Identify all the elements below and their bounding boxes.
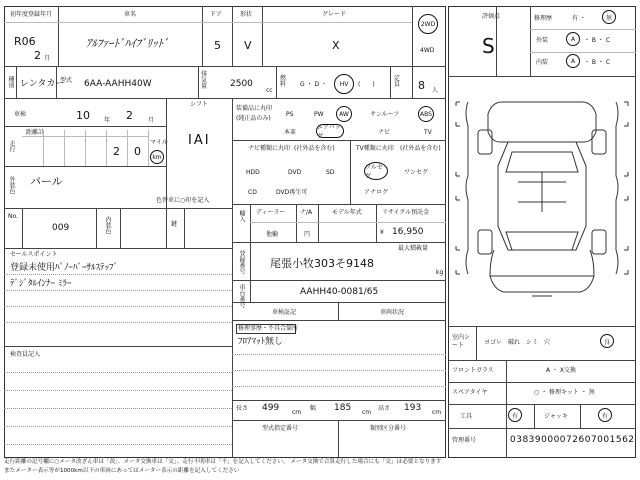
first-reg-month: 2 [34,49,41,62]
equip-aw-selected: AW [336,106,352,122]
inspector-notes-label: 検査員記入 [10,351,41,358]
recycle-prefix: ¥ [380,229,384,236]
history-other: 他輸 [266,231,279,238]
displacement-label: 排気量 [201,71,208,90]
car-outline [448,82,636,322]
length-value: 499 [262,403,280,413]
fuel-paren: ( ) [358,81,375,88]
usage-label: 種別 [7,76,14,88]
interior-rest: ・ B ・ C [584,59,611,66]
equip-pw: PW [314,111,324,118]
tv-title: TV種類に丸印 [356,145,394,152]
seat-label: 室内シート [452,334,471,349]
capacity-value: 8 [418,79,425,92]
navi-dvd: DVD [288,169,302,176]
spare-value: ○ ・ 修理キット ・ 無 [534,389,595,396]
width-unit: cm [362,409,372,416]
tv-analog: アナログ [364,189,389,196]
tv-oneseg: ワンセグ [404,169,429,176]
tools-selected: 有 [508,408,522,422]
selling-points-line2: ﾃﾞｼﾞﾀﾙｲﾝﾅｰ ﾐﾗｰ [10,279,72,289]
recycle-unit: 円 [304,231,311,238]
mileage-digit-6: 0 [134,145,141,158]
height-value: 193 [404,403,422,413]
height-label: 高さ [378,405,391,412]
model-value: 6AA-AAHH40W [84,79,152,89]
score-label: 評価点 [482,13,501,20]
first-reg-era: R06 [14,35,36,48]
registration-value: 尾張小牧303そ9148 [270,257,374,270]
navi-cd: CD [248,189,257,196]
drive-4wd: 4WD [420,47,435,54]
grade-label: グレード [322,11,347,18]
width-value: 185 [334,403,352,413]
inspection-year-unit: 年 [104,117,111,124]
color-label: 外装色 [8,176,15,194]
keys-label: 鍵 [171,221,178,228]
inspection-month: 2 [126,109,133,122]
equip-leather: 本革 [284,129,297,136]
doors-label: ドア [210,11,222,18]
equip-airbag-selected: エアバッグ [316,124,344,138]
usage-value: レンタカー [20,79,65,89]
equipment-title2: (純正品のみ) [236,115,271,122]
shape-label: 形状 [240,11,253,18]
history-label: 輸入 [238,210,245,222]
color-change-note: 色替車に○印を記入 [156,197,210,204]
height-unit: cm [432,409,442,416]
first-reg-month-unit: 月 [44,55,51,62]
dealer-label: ディーラー [256,209,286,216]
width-label: 幅 [310,405,317,412]
footer-line2: またメーター表示等が1000km以下の車両にあってはメーター表示の距離を記入してください [4,468,240,474]
model-year-label: モデル年式 [332,209,362,216]
interior-label: 内装 [536,59,549,66]
navi-dvd-play: DVD再生可 [276,189,308,196]
fuel-options: G ・ D ・ [300,81,327,88]
equip-navi: ナビ [378,129,391,136]
mileage-digit-5: 2 [113,145,120,158]
equip-abs-selected: ABS [418,106,434,122]
exterior-a-selected: A [566,32,580,46]
drive-2wd-selected: 2WD [418,14,438,34]
shape-value: V [244,39,252,52]
repair-status-label: 修理事歴・不具合箇所 [238,325,299,332]
color-value: パール [30,175,63,188]
tools-label: 工具 [460,413,473,420]
equip-tv: TV [424,129,432,136]
navi-hdd: HDD [246,169,260,176]
jack-selected: 有 [598,408,612,422]
navi-sd: SD [326,169,335,176]
inspection-year: 10 [76,109,90,122]
number-value: 009 [52,223,70,233]
doors-value: 5 [214,39,221,52]
interior-a-selected: A [566,54,580,68]
spare-label: スペアタイヤ [452,389,488,396]
mgmt-label: 管理番号 [452,437,477,444]
capacity-unit: 人 [432,87,439,94]
mileage-km-selected: km [150,150,164,164]
shift-value: IAI [188,133,211,148]
max-load-unit: kg [436,269,444,276]
fuel-label: 燃料 [280,75,287,88]
equip-ps: PS [286,111,294,118]
footer-line1: 走行距離の記号欄に○メータ改ざん車は「改」、メータ交換車は「交」、走行不明車は「不」を記入してください。 メータ交換で合算走行した場合にも「交」は必要となります [4,459,442,465]
equipment-title: 装備品に丸印 [236,105,273,112]
seat-items: ヨゴレ 破れ シミ 穴 [484,339,563,346]
dealer-mark: ナ/A [300,209,313,216]
max-load-label: 最大積載量 [398,245,429,252]
model-label: 型式 [60,77,73,84]
mileage-label: 走行 [8,140,15,152]
mgmt-value: 03839000072607001562 [510,435,635,445]
vehicle-status-label: 車両状況 [380,309,405,316]
mileage-unit-label: マイル [150,139,168,146]
navi-subtitle: (社外品を含む) [294,145,335,152]
selling-points-label: セールスポイント [10,251,58,258]
interior-color-label: 内装色 [104,216,111,234]
front-glass-value: A ・ X交換 [546,367,577,374]
name-label: 車名 [124,11,137,18]
displacement-value: 2500 [230,79,253,89]
chassis-value: AAHH40-0081/65 [300,287,379,297]
length-label: 長さ [236,405,249,412]
number-label: No. [8,213,18,220]
length-unit: cm [292,409,302,416]
class-label: 類別区分番号 [370,425,407,432]
displacement-unit: cc [266,87,273,94]
repair-status-value: ﾌﾛｱﾏｯﾄ無し [238,337,284,347]
recycle-value: 16,950 [392,227,424,237]
grade-value: X [332,39,340,52]
recycle-label: リサイクル預託金 [382,209,430,216]
exterior-label: 外装 [536,37,549,44]
registration-label: 登録番号 [238,250,245,274]
name-value: ｱﾙﾌｧｰﾄﾞﾊｲﾌﾞﾘｯﾄﾞ [86,37,169,50]
score-value: S [482,34,495,58]
fuel-hv-selected: HV [334,74,354,94]
inspection-month-unit: 月 [148,117,155,124]
mileage-meter-label: 距離計 [26,129,45,136]
capacity-label: 定員 [394,75,401,88]
seat-good-selected: 良 [600,334,614,348]
repair-label: 修理歴 [534,15,553,22]
tv-fullseg-selected: フルセグ [364,162,388,180]
jack-label: ジャッキ [544,413,568,420]
chassis-label: 車台番号 [238,284,245,308]
exterior-rest: ・ B ・ C [584,37,611,44]
navi-title: ナビ種類に丸印 [248,145,291,152]
shift-label: シフト [190,101,209,108]
repair-options: 有 ・ [572,15,586,22]
tv-subtitle: (社外品を含む) [400,145,441,152]
equip-sunroof: サンルーフ [370,111,400,118]
first-reg-label: 初年度登録年月 [10,11,53,18]
inspection-label: 車検 [14,111,27,118]
seal-label: 車検証記 [272,309,297,316]
type-cert-label: 型式指定番号 [262,425,299,432]
selling-points-line1: 登録未使用ﾊﾟﾉｰﾊﾞｰｻﾙｽﾃｯﾌﾟ [10,263,119,273]
repair-none-selected: 無 [602,10,616,24]
front-glass-label: フロントガラス [452,367,494,374]
